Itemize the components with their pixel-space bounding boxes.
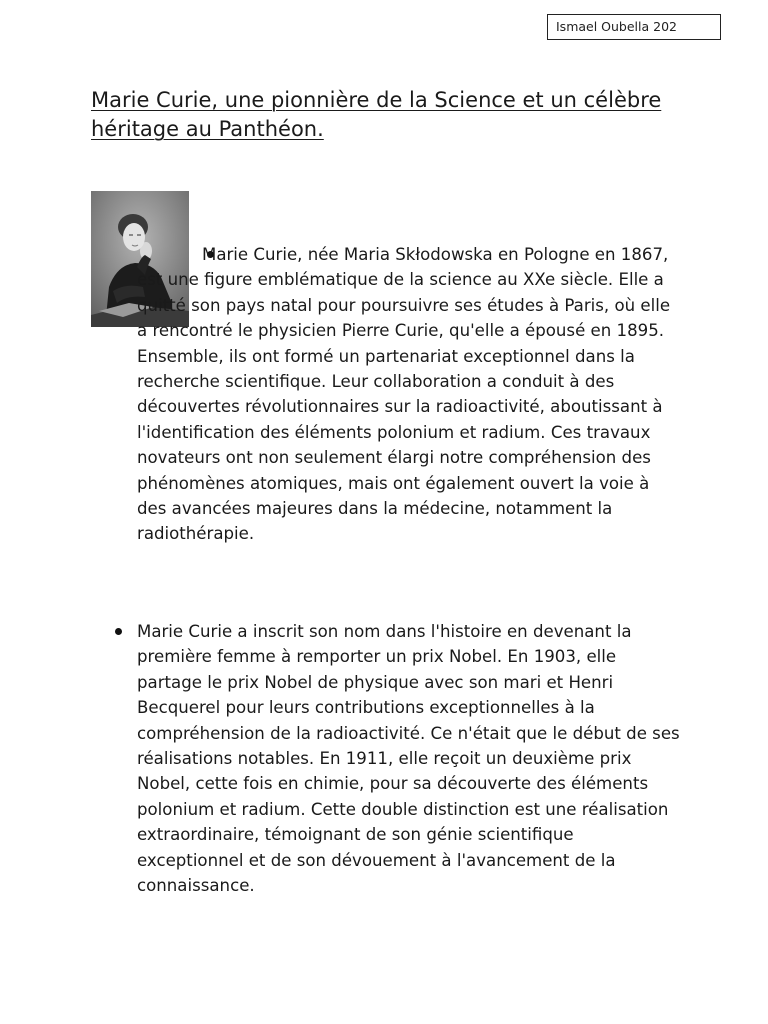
document-title: Marie Curie, une pionnière de la Science et un célèbre héritage au Panthéon. bbox=[91, 88, 662, 141]
bullet-point bbox=[115, 628, 122, 635]
author-name-box: Ismael Oubella 202 bbox=[547, 14, 721, 40]
paragraph-nobel-prizes: Marie Curie a inscrit son nom dans l'histoire en devenant la première femme à remporter un prix Nobel. En 1903, elle partage le prix Nobel de physique avec son mari et Henri Becquerel pour leurs contributions exceptionnelles à la compréhension de la radioactivité. Ce n'était que le début de ses réalisations notables. En 1911, elle reçoit un deuxième prix Nobel, cette fois en chimie, pour sa découverte des éléments polonium et radium. Cette double distinction est une réalisation extraordinaire, témoignant de son génie scientifique exceptionnel et de son dévouement à l'avancement de la connaissance. bbox=[137, 622, 680, 896]
paragraph-biography: Marie Curie, née Maria Skłodowska en Pologne en 1867, est une figure emblématique de la science au XXe siècle. Elle a quitté son pays natal pour poursuivre ses études à Paris, où elle a rencontré le physicien Pierre Curie, qu'elle a épousé en 1895. Ensemble, ils ont formé un partenariat exceptionnel dans la recherche scientifique. Leur collaboration a conduit à des découvertes révolutionnaires sur la radioactivité, aboutissant à l'identification des éléments polonium et radium. Ces travaux novateurs ont non seulement élargi notre compréhension des phénomènes atomiques, mais ont également ouvert la voie à des avancées majeures dans la médecine, notamment la radiothérapie. bbox=[137, 245, 671, 544]
